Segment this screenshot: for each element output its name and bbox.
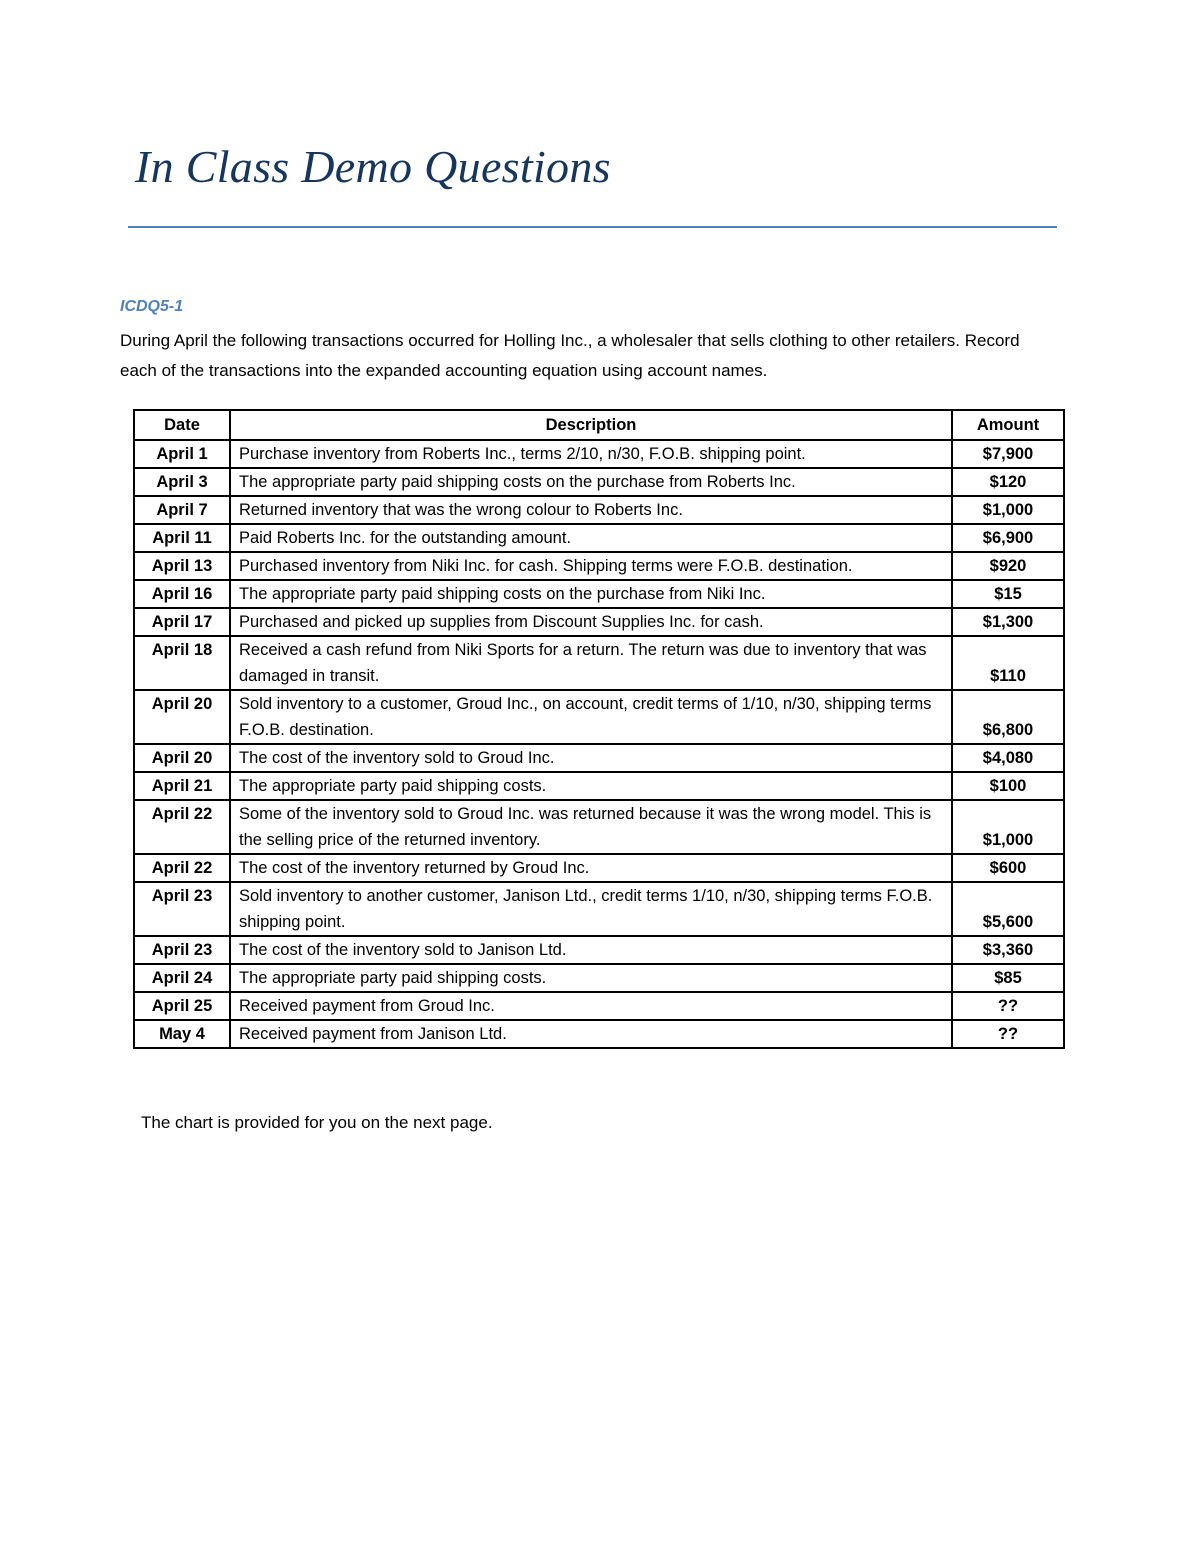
- description-cell: Received a cash refund from Niki Sports for a return. The return was due to inventory that was damaged in transit.: [230, 636, 952, 690]
- title-divider: [128, 226, 1057, 228]
- table-row: [134, 854, 1064, 882]
- date-cell: April 22: [134, 854, 230, 882]
- description-cell: Sold inventory to a customer, Groud Inc., on account, credit terms of 1/10, n/30, shipping terms F.O.B. destination.: [230, 690, 952, 744]
- page-title: In Class Demo Questions: [135, 141, 611, 192]
- description-cell: Purchase inventory from Roberts Inc., terms 2/10, n/30, F.O.B. shipping point.: [230, 440, 952, 468]
- amount-cell: $6,800: [952, 690, 1064, 744]
- description-cell: The appropriate party paid shipping costs on the purchase from Roberts Inc.: [230, 468, 952, 496]
- description-cell: Paid Roberts Inc. for the outstanding amount.: [230, 524, 952, 552]
- table-row: [134, 608, 1064, 636]
- amount-cell: $85: [952, 964, 1064, 992]
- table-row: [134, 744, 1064, 772]
- date-cell: April 20: [134, 690, 230, 744]
- table-row: [134, 636, 1064, 690]
- table-row: [134, 524, 1064, 552]
- date-cell: April 22: [134, 800, 230, 854]
- table-row: [134, 440, 1064, 468]
- amount-cell: $920: [952, 552, 1064, 580]
- description-cell: The cost of the inventory returned by Groud Inc.: [230, 854, 952, 882]
- amount-cell: $7,900: [952, 440, 1064, 468]
- table-row: [134, 882, 1064, 936]
- description-cell: Received payment from Janison Ltd.: [230, 1020, 952, 1048]
- table-header-row: [134, 410, 1064, 440]
- amount-cell: $4,080: [952, 744, 1064, 772]
- amount-cell: $5,600: [952, 882, 1064, 936]
- amount-cell: $1,300: [952, 608, 1064, 636]
- transactions-table: [133, 409, 1065, 1049]
- date-cell: April 11: [134, 524, 230, 552]
- table-row: [134, 936, 1064, 964]
- description-cell: The appropriate party paid shipping costs on the purchase from Niki Inc.: [230, 580, 952, 608]
- date-cell: April 21: [134, 772, 230, 800]
- description-cell: Returned inventory that was the wrong colour to Roberts Inc.: [230, 496, 952, 524]
- date-cell: April 18: [134, 636, 230, 690]
- description-cell: The appropriate party paid shipping costs.: [230, 772, 952, 800]
- table-row: [134, 992, 1064, 1020]
- amount-cell: $1,000: [952, 800, 1064, 854]
- question-id: ICDQ5-1: [120, 298, 184, 315]
- date-cell: April 23: [134, 936, 230, 964]
- description-cell: Purchased and picked up supplies from Discount Supplies Inc. for cash.: [230, 608, 952, 636]
- amount-cell: $6,900: [952, 524, 1064, 552]
- amount-cell: $120: [952, 468, 1064, 496]
- date-cell: April 13: [134, 552, 230, 580]
- description-cell: Some of the inventory sold to Groud Inc. was returned because it was the wrong model. This is the selling price of the returned inventory.: [230, 800, 952, 854]
- date-cell: April 16: [134, 580, 230, 608]
- description-column-header: Description: [230, 410, 952, 440]
- date-cell: April 24: [134, 964, 230, 992]
- table-row: [134, 496, 1064, 524]
- date-cell: April 17: [134, 608, 230, 636]
- table-row: [134, 1020, 1064, 1048]
- table-row: [134, 772, 1064, 800]
- table-row: [134, 690, 1064, 744]
- date-cell: April 23: [134, 882, 230, 936]
- amount-cell: ??: [952, 1020, 1064, 1048]
- description-cell: Sold inventory to another customer, Janison Ltd., credit terms 1/10, n/30, shipping terms F.O.B. shipping point.: [230, 882, 952, 936]
- date-cell: April 20: [134, 744, 230, 772]
- amount-cell: $3,360: [952, 936, 1064, 964]
- amount-cell: ??: [952, 992, 1064, 1020]
- amount-cell: $110: [952, 636, 1064, 690]
- table-row: [134, 800, 1064, 854]
- description-cell: The appropriate party paid shipping costs.: [230, 964, 952, 992]
- table-row: [134, 964, 1064, 992]
- date-cell: April 3: [134, 468, 230, 496]
- description-cell: Received payment from Groud Inc.: [230, 992, 952, 1020]
- date-cell: April 25: [134, 992, 230, 1020]
- amount-cell: $100: [952, 772, 1064, 800]
- table-row: [134, 580, 1064, 608]
- table-row: [134, 552, 1064, 580]
- table-row: [134, 468, 1064, 496]
- date-column-header: Date: [134, 410, 230, 440]
- description-cell: The cost of the inventory sold to Groud Inc.: [230, 744, 952, 772]
- date-cell: April 7: [134, 496, 230, 524]
- question-intro: During April the following transactions occurred for Holling Inc., a wholesaler that sells clothing to other retailers. Record each of the transactions into the expanded accounting equation using account names.: [120, 331, 1020, 380]
- amount-column-header: Amount: [952, 410, 1064, 440]
- description-cell: The cost of the inventory sold to Janison Ltd.: [230, 936, 952, 964]
- footer-note: The chart is provided for you on the next page.: [141, 1113, 493, 1132]
- amount-cell: $15: [952, 580, 1064, 608]
- amount-cell: $600: [952, 854, 1064, 882]
- date-cell: April 1: [134, 440, 230, 468]
- amount-cell: $1,000: [952, 496, 1064, 524]
- date-cell: May 4: [134, 1020, 230, 1048]
- description-cell: Purchased inventory from Niki Inc. for cash. Shipping terms were F.O.B. destination.: [230, 552, 952, 580]
